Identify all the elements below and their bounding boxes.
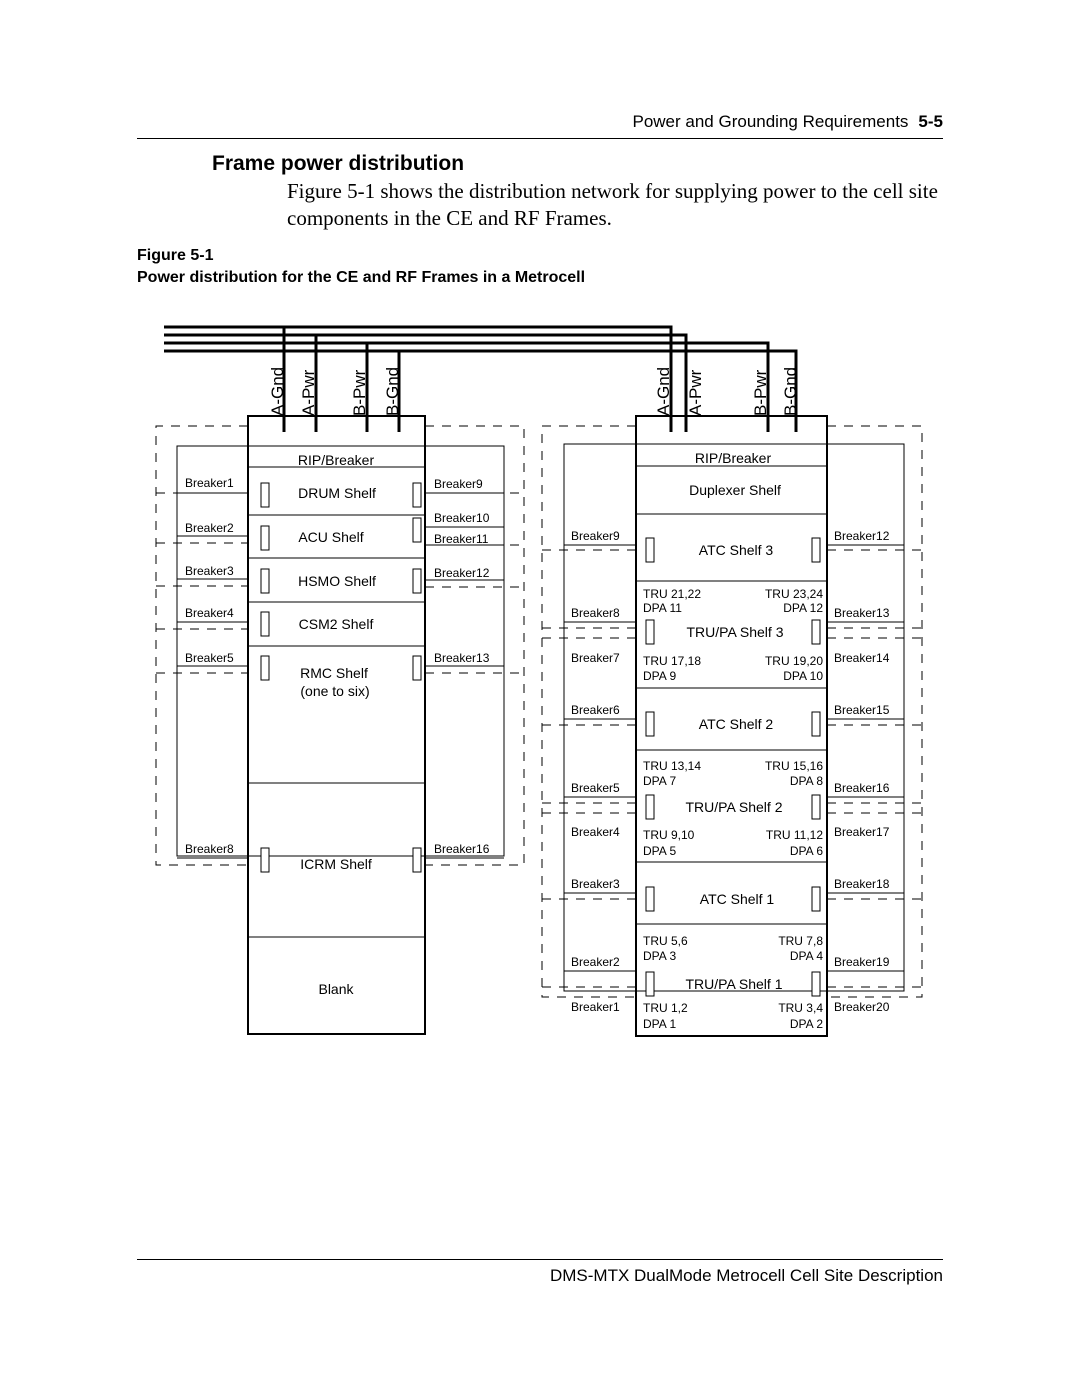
running-footer: DMS-MTX DualMode Metrocell Cell Site Description [549, 1266, 943, 1285]
breaker-label: Breaker7 [571, 651, 620, 665]
breaker-label: Breaker4 [185, 606, 234, 620]
shelf-label: TRU/PA Shelf 3 [686, 624, 784, 640]
rf-breaker-labels [571, 529, 890, 1014]
header-section-title: Power and Grounding Requirements [632, 112, 909, 131]
breaker-switch [646, 712, 654, 736]
dpa-label: DPA 7 [643, 774, 677, 788]
breaker-switch [413, 656, 421, 680]
page-number: 5-5 [918, 112, 943, 131]
breaker-switch [261, 612, 269, 636]
bus-line-b-pwr [164, 343, 768, 432]
shelf-label: ATC Shelf 2 [698, 716, 774, 732]
breaker-switch [812, 887, 820, 911]
breaker-switch [646, 972, 654, 996]
breaker-label: Breaker3 [571, 877, 620, 891]
feed-label: A-Gnd [268, 366, 287, 416]
ce-frame [156, 416, 524, 1034]
feed-label: A-Gnd [654, 366, 673, 416]
breaker-label: Breaker17 [834, 825, 890, 839]
feed-label: B-Pwr [350, 369, 369, 416]
breaker-label: Breaker14 [834, 651, 890, 665]
breaker-label: Breaker13 [434, 651, 490, 665]
tru-label: TRU 13,14 [643, 759, 702, 773]
shelf-label: HSMO Shelf [298, 573, 376, 589]
shelf-label: ACU Shelf [298, 529, 364, 545]
tru-label: TRU 5,6 [643, 934, 688, 948]
feed-label: B-Gnd [383, 366, 402, 416]
section-heading: Frame power distribution [212, 152, 465, 175]
breaker-switch [261, 526, 269, 550]
dpa-label: DPA 2 [789, 1017, 823, 1031]
tru-label: TRU 21,22 [643, 587, 702, 601]
breaker-label: Breaker10 [434, 511, 490, 525]
shelf-label: DRUM Shelf [298, 485, 376, 501]
dpa-label: DPA 4 [789, 949, 823, 963]
breaker-label: Breaker13 [834, 606, 890, 620]
breaker-label: Breaker18 [834, 877, 890, 891]
breaker-switch [646, 795, 654, 819]
ce-shelf-labels [298, 452, 376, 997]
shelf-label: TRU/PA Shelf 1 [685, 976, 783, 992]
dpa-label: DPA 3 [643, 949, 677, 963]
rf-frame [542, 416, 922, 1036]
feed-label: B-Gnd [781, 366, 800, 416]
breaker-switch [413, 518, 421, 542]
tru-label: TRU 11,12 [765, 828, 823, 842]
shelf-label: ATC Shelf 3 [698, 542, 774, 558]
figure-caption: Power distribution for the CE and RF Frames in a Metrocell [137, 269, 586, 286]
breaker-label: Breaker8 [571, 606, 620, 620]
breaker-label: Breaker6 [571, 703, 620, 717]
breaker-label: Breaker3 [185, 564, 234, 578]
dpa-label: DPA 5 [643, 844, 677, 858]
footer-rule [137, 1259, 943, 1260]
breaker-label: Breaker2 [185, 521, 234, 535]
breaker-label: Breaker1 [185, 476, 234, 490]
breaker-label: Breaker16 [434, 842, 490, 856]
breaker-switch [812, 712, 820, 736]
rip-breaker-label: RIP/Breaker [694, 450, 772, 466]
breaker-label: Breaker4 [571, 825, 620, 839]
breaker-label: Breaker5 [185, 651, 234, 665]
breaker-switch [812, 795, 820, 819]
dpa-label: DPA 10 [783, 669, 823, 683]
tru-label: TRU 9,10 [643, 828, 695, 842]
shelf-label: ATC Shelf 1 [699, 891, 775, 907]
intro-paragraph: Figure 5-1 shows the distribution network for supplying power to the cell site components in the CE and RF Frames. [287, 179, 938, 230]
shelf-label: Duplexer Shelf [689, 482, 781, 498]
breaker-label: Breaker16 [834, 781, 890, 795]
breaker-switch [812, 538, 820, 562]
breaker-label: Breaker1 [571, 1000, 620, 1014]
figure-label: Figure 5-1 [137, 247, 214, 264]
tru-label: TRU 15,16 [764, 759, 823, 773]
shelf-label: ICRM Shelf [300, 856, 372, 872]
tru-label: TRU 19,20 [764, 654, 823, 668]
shelf-label: Blank [318, 981, 354, 997]
breaker-label: Breaker11 [434, 532, 489, 546]
tru-label: TRU 1,2 [643, 1001, 688, 1015]
dpa-label: DPA 8 [789, 774, 823, 788]
rip-breaker-label: RIP/Breaker [297, 452, 375, 468]
breaker-label: Breaker20 [834, 1000, 890, 1014]
breaker-switch [812, 620, 820, 644]
breaker-switch [413, 848, 421, 872]
dpa-label: DPA 12 [783, 601, 823, 615]
breaker-switch [261, 656, 269, 680]
tru-label: TRU 23,24 [764, 587, 823, 601]
breaker-label: Breaker15 [834, 703, 890, 717]
ce-frame-outline [177, 416, 504, 1034]
feed-label: B-Pwr [751, 369, 770, 416]
breaker-label: Breaker5 [571, 781, 620, 795]
tru-label: TRU 17,18 [643, 654, 702, 668]
dpa-label: DPA 9 [643, 669, 677, 683]
breaker-label: Breaker9 [571, 529, 620, 543]
feed-label: A-Pwr [686, 369, 705, 416]
dpa-label: DPA 1 [643, 1017, 677, 1031]
breaker-label: Breaker8 [185, 842, 234, 856]
breaker-switch [646, 620, 654, 644]
shelf-label: TRU/PA Shelf 2 [685, 799, 783, 815]
dpa-label: DPA 11 [643, 601, 682, 615]
rf-shelf-labels [685, 450, 783, 992]
feed-label: A-Pwr [299, 369, 318, 416]
breaker-switch [812, 972, 820, 996]
breaker-switch [646, 887, 654, 911]
dpa-label: DPA 6 [789, 844, 823, 858]
shelf-label: RMC Shelf [300, 665, 368, 681]
breaker-switch [261, 569, 269, 593]
shelf-label-note: (one to six) [300, 683, 370, 699]
breaker-label: Breaker19 [834, 955, 890, 969]
breaker-switch [261, 483, 269, 507]
breaker-label: Breaker12 [434, 566, 490, 580]
tru-label: TRU 3,4 [778, 1001, 823, 1015]
breaker-switch [413, 483, 421, 507]
tru-label: TRU 7,8 [778, 934, 823, 948]
breaker-switch [261, 848, 269, 872]
breaker-label: Breaker2 [571, 955, 620, 969]
ce-feed-labels [268, 367, 402, 416]
breaker-label: Breaker12 [834, 529, 890, 543]
shelf-label: CSM2 Shelf [298, 616, 374, 632]
breaker-switch [413, 569, 421, 593]
breaker-label: Breaker9 [434, 477, 483, 491]
rf-feed-labels [654, 367, 800, 416]
breaker-switch [646, 538, 654, 562]
